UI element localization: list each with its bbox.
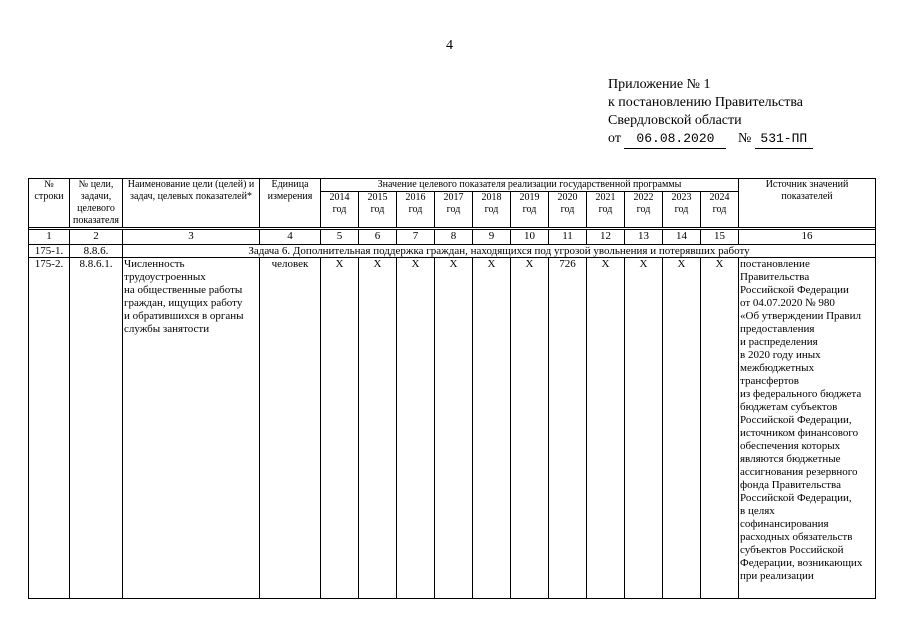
source-line: Российской Федерации, [740, 492, 852, 504]
indicator-value: X [587, 258, 625, 599]
header-year: 2023 год [663, 192, 701, 228]
column-number: 14 [663, 230, 701, 245]
source-line: бюджетам субъектов [740, 401, 838, 413]
indicator-value: X [701, 258, 739, 599]
indicator-value: X [359, 258, 397, 599]
data-row-no: 175-2. [29, 258, 70, 599]
indicator-value: X [473, 258, 511, 599]
source-line: являются бюджетные [740, 453, 841, 465]
task-goal-no: 8.8.6. [70, 245, 123, 258]
source-line: Правительства [740, 271, 810, 283]
appendix-date-line [608, 130, 813, 149]
source-line: в целях [740, 505, 775, 517]
source-line: софинансирования [740, 518, 829, 530]
indicator-source [739, 258, 876, 599]
header-year: 2020 год [549, 192, 587, 228]
indicator-value: X [663, 258, 701, 599]
source-line: из федерального бюджета [740, 388, 862, 400]
column-number: 5 [321, 230, 359, 245]
page-number: 4 [446, 38, 453, 53]
header-goal-no: № цели, задачи, целевого показателя [70, 179, 123, 228]
indicator-name-line: Численность [124, 258, 185, 270]
indicator-name [123, 258, 260, 599]
appendix-line-3: Свердловской области [608, 113, 742, 128]
column-number: 11 [549, 230, 587, 245]
column-number: 12 [587, 230, 625, 245]
column-number: 10 [511, 230, 549, 245]
header-year: 2022 год [625, 192, 663, 228]
source-line: источником финансового [740, 427, 859, 439]
column-number: 1 [29, 230, 70, 245]
header-row-no: № строки [29, 179, 70, 228]
indicator-name-line: граждан, ищущих работу [124, 297, 243, 309]
source-line: постановление [740, 258, 810, 270]
indicator-value: X [625, 258, 663, 599]
source-line: ассигнования резервного [740, 466, 858, 478]
header-year: 2016 год [397, 192, 435, 228]
source-line: субъектов Российской [740, 544, 844, 556]
indicator-value: X [321, 258, 359, 599]
column-number: 2 [70, 230, 123, 245]
header-year: 2017 год [435, 192, 473, 228]
indicator-unit: человек [260, 258, 321, 599]
column-number: 13 [625, 230, 663, 245]
indicators-table [28, 178, 876, 599]
header-values-group: Значение целевого показателя реализации государственной программы [321, 179, 739, 192]
header-unit: Единица измерения [260, 179, 321, 228]
header-year: 2019 год [511, 192, 549, 228]
source-line: в 2020 году иных [740, 349, 821, 361]
task-row-no: 175-1. [29, 245, 70, 258]
header-year: 2014 год [321, 192, 359, 228]
column-number: 6 [359, 230, 397, 245]
column-number: 16 [739, 230, 876, 245]
header-source: Источник значений показателей [739, 179, 876, 228]
column-number: 15 [701, 230, 739, 245]
indicator-value: X [435, 258, 473, 599]
header-year: 2018 год [473, 192, 511, 228]
source-line: расходных обязательств [740, 531, 853, 543]
source-line: обеспечения которых [740, 440, 841, 452]
indicator-value: X [511, 258, 549, 599]
source-line: при реализации [740, 570, 814, 582]
source-line: «Об утверждении Правил [740, 310, 861, 322]
source-line: предоставления [740, 323, 815, 335]
source-line: трансфертов [740, 375, 799, 387]
source-line: Российской Федерации [740, 284, 849, 296]
data-goal-no: 8.8.6.1. [70, 258, 123, 599]
column-number: 7 [397, 230, 435, 245]
column-number: 8 [435, 230, 473, 245]
source-line: фонда Правительства [740, 479, 841, 491]
indicator-value: X [397, 258, 435, 599]
header-year: 2024 год [701, 192, 739, 228]
indicator-name-line: на общественные работы [124, 284, 243, 296]
indicator-value: 726 [549, 258, 587, 599]
date-value: 06.08.2020 [624, 130, 726, 149]
header-year: 2015 год [359, 192, 397, 228]
task-text: Задача 6. Дополнительная поддержка граждан, находящихся под угрозой увольнения и потерявших работу [123, 245, 876, 258]
source-line: от 04.07.2020 № 980 [740, 297, 835, 309]
indicator-name-line: службы занятости [124, 323, 210, 335]
column-number: 9 [473, 230, 511, 245]
column-number: 3 [123, 230, 260, 245]
header-name: Наименование цели (целей) и задач, целевых показателей* [123, 179, 260, 228]
number-prefix: № [737, 131, 752, 146]
number-value: 531-ПП [755, 130, 813, 149]
column-number: 4 [260, 230, 321, 245]
date-prefix: от [608, 131, 621, 146]
source-line: и распределения [740, 336, 818, 348]
appendix-title: Приложение № 1 [608, 77, 711, 92]
appendix-block [608, 76, 813, 149]
indicator-name-line: трудоустроенных [124, 271, 206, 283]
header-year: 2021 год [587, 192, 625, 228]
indicator-name-line: и обратившихся в органы [124, 310, 244, 322]
source-line: Федерации, возникающих [740, 557, 863, 569]
source-line: Российской Федерации, [740, 414, 852, 426]
source-line: межбюджетных [740, 362, 815, 374]
appendix-line-2: к постановлению Правительства [608, 95, 804, 110]
